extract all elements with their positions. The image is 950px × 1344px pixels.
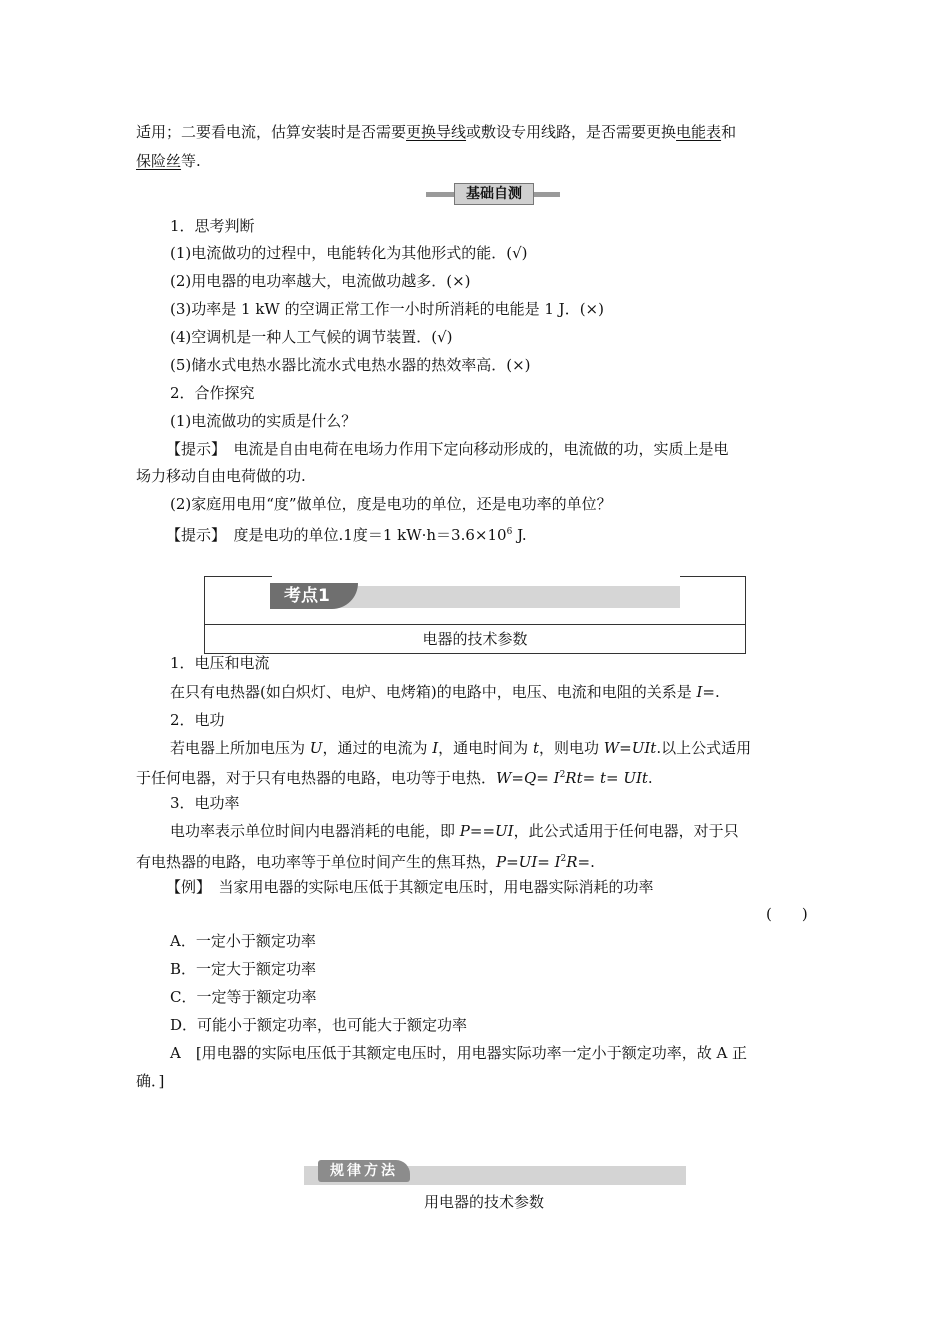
paragraph-line: 于任何电器，对于只有电热器的电路，电功等于电热．$W=Q= I^2Rt= t=$ UIt. [136,769,653,787]
answer-paren: ( ) [766,905,808,923]
underlined-term: 更换导线 [406,123,467,141]
judge-item: (3)功率是 1 kW 的空调正常工作一小时所消耗的电能是 1 J．(×) [170,300,604,318]
underlined-term: 电能表 [676,123,722,141]
banner-bar-right [530,192,560,197]
kaodian-tab: 考点1 [270,583,358,609]
hint-line: 【提示】 电流是自由电荷在电场力作用下定向移动形成的，电流做的功，实质上是电 [166,440,729,458]
explore-question: (1)电流做功的实质是什么？ [170,412,357,430]
intro-line-2: 保险丝等. [136,152,201,170]
heading-judge: 1．思考判断 [170,217,255,235]
judge-item: (2)用电器的电功率越大，电流做功越多．(×) [170,272,471,290]
intro-line-1: 适用；二要看电流，估算安装时是否需要更换导线或敷设专用线路，是否需要更换电能表和 [136,123,737,141]
paragraph-line: 在只有电热器(如白炽灯、电炉、电烤箱)的电路中，电压、电流和电阻的关系是 I=. [170,683,720,701]
section-heading: 2．电功 [170,711,225,729]
paragraph-line: 若电器上所加电压为 U，通过的电流为 I，通电时间为 t，则电功 W=UIt.以上公式适用 [170,739,752,757]
option-d: D．可能小于额定功率，也可能大于额定功率 [170,1016,468,1034]
section-heading: 1．电压和电流 [170,654,270,672]
judge-item: (1)电流做功的过程中，电能转化为其他形式的能．(√) [170,244,528,262]
option-b: B．一定大于额定功率 [170,960,317,978]
hint-line: 【提示】 度是电功的单位.1度＝1 $kW\cdot h=3.6\times 10^6$ J. [166,526,527,544]
option-a: A．一定小于额定功率 [170,932,316,950]
paragraph-line: 电功率表示单位时间内电器消耗的电能，即 P==UI，此公式适用于任何电器，对于只 [170,822,739,840]
banner-label: 基础自测 [454,183,534,205]
hint-line: 场力移动自由电荷做的功. [136,467,306,485]
kaodian-frame-line [204,576,272,577]
judge-item: (4)空调机是一种人工气候的调节装置．(√) [170,328,453,346]
section-heading: 3．电功率 [170,794,240,812]
kaodian-box [204,576,746,654]
answer-line: 确．] [136,1072,165,1090]
section-banner-self-test [426,183,560,205]
underlined-term: 保险丝 [136,152,182,170]
paragraph-line: 有电热器的电路，电功率等于单位时间产生的焦耳热，$P=UI= I^2R=$. [136,853,595,871]
kaodian-title: 电器的技术参数 [204,624,746,654]
method-title: 用电器的技术参数 [424,1193,545,1211]
banner-bar-left [426,192,456,197]
option-c: C．一定等于额定功率 [170,988,317,1006]
answer-line: A [用电器的实际电压低于其额定电压时，用电器实际功率一定小于额定功率，故 A 正 [170,1044,748,1062]
kaodian-frame-line [680,576,746,577]
heading-explore: 2．合作探究 [170,384,255,402]
explore-question: (2)家庭用电用“度”做单位，度是电功的单位，还是电功率的单位？ [170,495,612,513]
judge-item: (5)储水式电热水器比流水式电热水器的热效率高．(×) [170,356,531,374]
example-question: 【例】 当家用电器的实际电压低于其额定电压时，用电器实际消耗的功率 [166,878,654,896]
method-banner-tab: 规律方法 [318,1160,410,1182]
